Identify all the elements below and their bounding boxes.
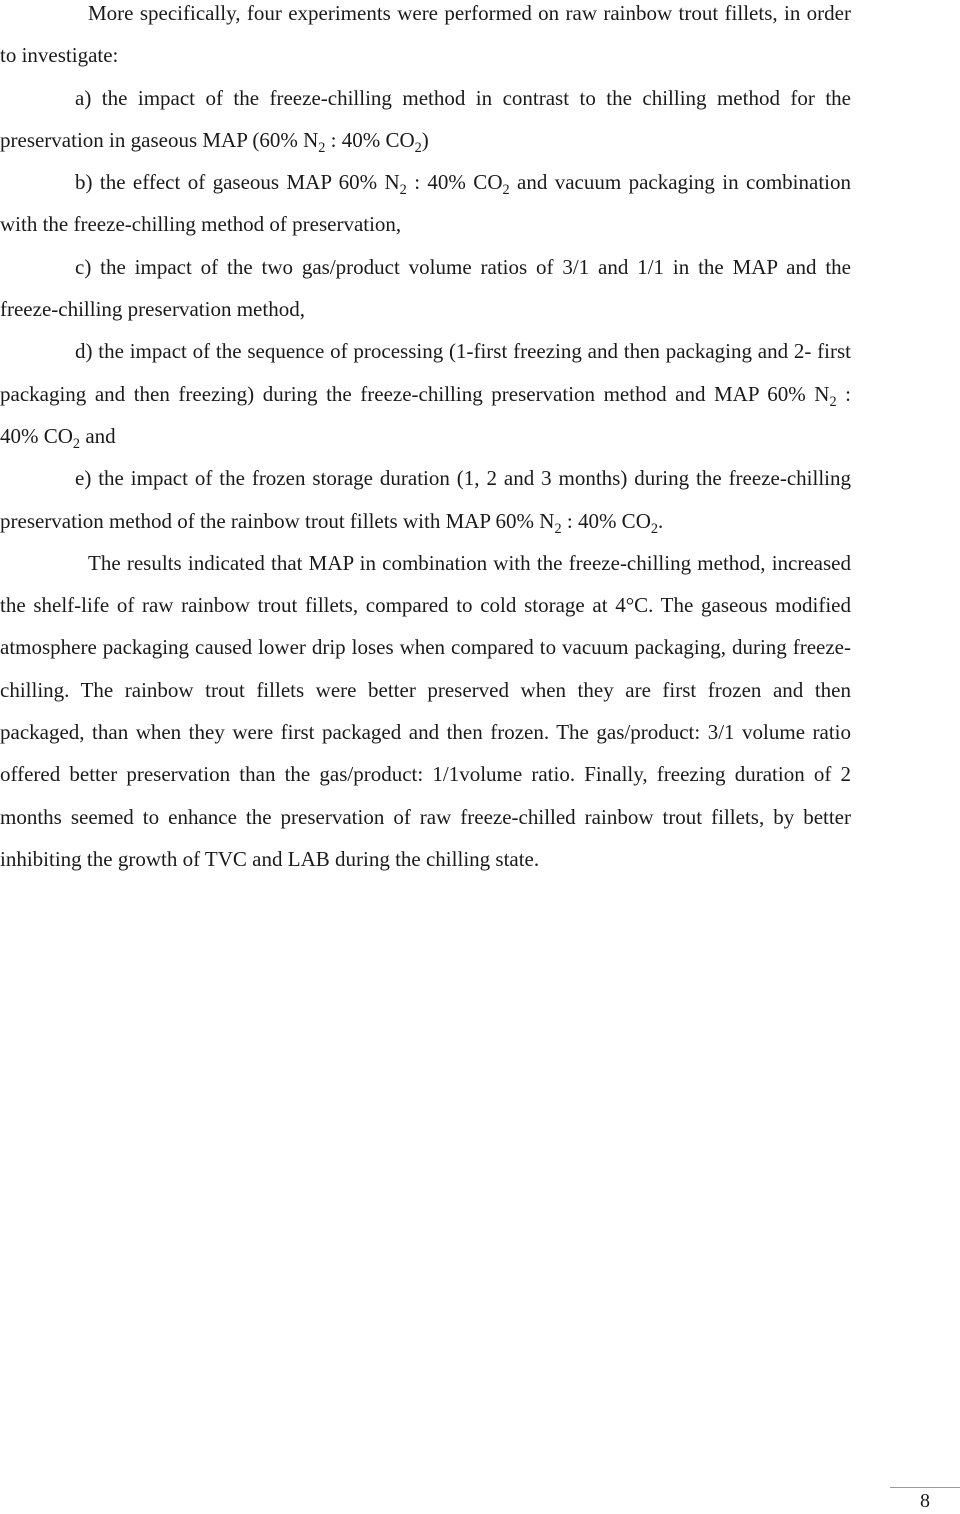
item-text: b) the effect of gaseous MAP 60% N — [75, 170, 400, 195]
experiment-item — [0, 330, 851, 457]
item-text: and — [80, 423, 116, 448]
subscript: 2 — [414, 140, 422, 157]
subscript: 2 — [650, 520, 658, 537]
subscript: 2 — [318, 140, 326, 157]
subscript: 2 — [72, 436, 81, 453]
experiment-item — [0, 161, 851, 246]
experiment-item — [0, 246, 851, 331]
item-text: a) the impact of the freeze-chilling method in contrast to the chilling method for the preservation in gaseous MAP (60% N — [0, 85, 851, 152]
page-footer — [890, 1487, 960, 1514]
item-text: : 40% CO — [561, 508, 651, 533]
item-text: e) the impact of the frozen storage duration (1, 2 and 3 months) during the freeze-chilling preservation method of the rainbow trout fillets with MAP 60% N — [0, 466, 851, 533]
page-number: 8 — [920, 1490, 930, 1512]
intro-paragraph: More specifically, four experiments were performed on raw rainbow trout fillets, in order to investigate: — [0, 1, 851, 68]
item-text: : 40% CO — [0, 381, 852, 448]
experiment-list — [0, 77, 851, 542]
item-text: d) the impact of the sequence of processing (1-first freezing and then packaging and 2- first packaging and then freezing) during the freeze-chilling preservation method and MAP 60% N — [0, 339, 851, 406]
item-text: c) the impact of the two gas/product volume ratios of 3/1 and 1/1 in the MAP and the freeze-chilling preservation method, — [0, 254, 851, 322]
item-text: . — [658, 508, 664, 533]
experiment-item — [0, 457, 851, 542]
experiment-item — [0, 77, 851, 162]
subscript: 2 — [829, 393, 837, 410]
subscript: 2 — [399, 182, 407, 199]
subscript: 2 — [554, 520, 562, 537]
item-text: ) — [421, 127, 429, 152]
subscript: 2 — [502, 182, 510, 199]
item-text: : 40% CO — [325, 127, 415, 152]
item-text: and vacuum packaging in combination with the freeze-chilling method of preservation, — [0, 170, 851, 237]
item-text: : 40% CO — [406, 170, 503, 195]
results-paragraph: The results indicated that MAP in combination with the freeze-chilling method, increased the shelf-life of raw rainbow trout fillets, compared to cold storage at 4°C. The gaseous modified atmosphere packaging caused lower drip loses when compared to vacuum packaging, during freeze-chilling. The rainbow trout fillets were better preserved when they are first frozen and then packaged, than when they were first packaged and then frozen. The gas/product: 3/1 volume ratio offered better preservation than the gas/product: 1/1volume ratio. Finally, freezing duration of 2 months seemed to enhance the preservation of raw freeze-chilled rainbow trout fillets, by better inhibiting the growth of TVC and LAB during the chilling state. — [0, 550, 851, 871]
